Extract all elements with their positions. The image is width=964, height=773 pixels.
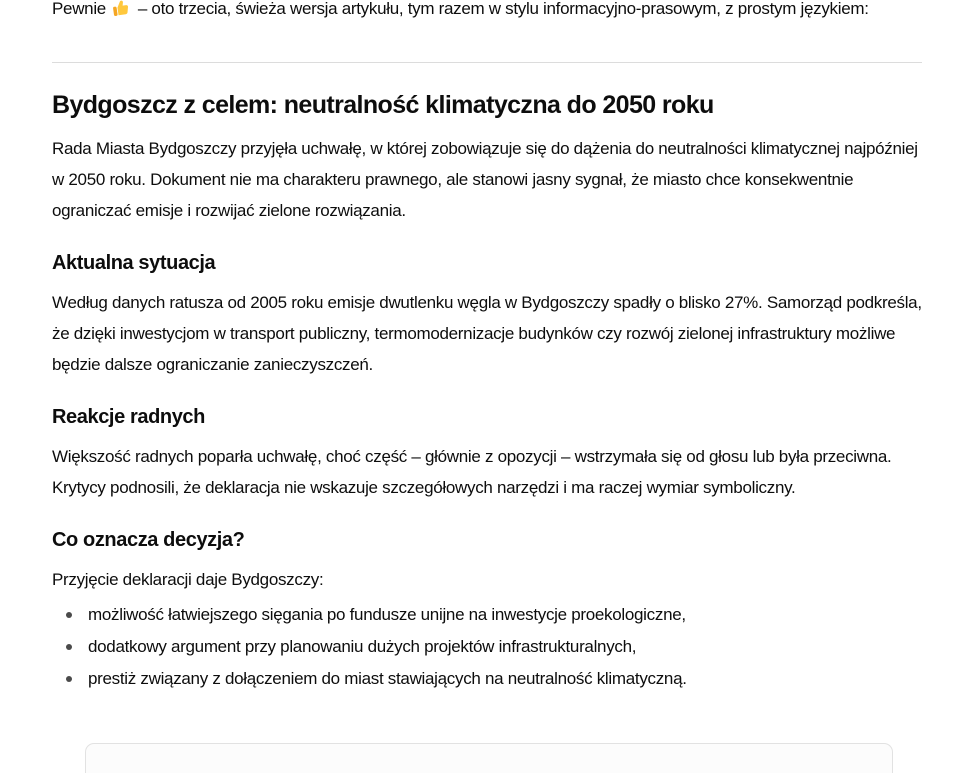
benefits-list <box>52 599 922 695</box>
section-aktualna-sytuacja <box>52 249 922 380</box>
section-co-oznacza-decyzja <box>52 526 922 695</box>
list-item-text: możliwość łatwiejszego sięgania po fundusze unijne na inwestycje proekologiczne, <box>88 605 686 624</box>
partially-visible-panel-top-edge <box>85 743 893 773</box>
intro-message <box>52 0 922 27</box>
intro-prefix: Pewnie <box>52 0 106 18</box>
list-item <box>52 599 922 631</box>
article-title: Bydgoszcz z celem: neutralność klimatyczna do 2050 roku <box>52 91 714 119</box>
section-heading: Aktualna sytuacja <box>52 252 216 274</box>
section-paragraph: Większość radnych poparła uchwałę, choć część – głównie z opozycji – wstrzymała się od głosu lub była przeciwna. Krytycy podnosili, że deklaracja nie wskazuje szczegółowych narzędzi i ma raczej wymiar symboliczny. <box>52 447 892 497</box>
bullet-icon <box>66 612 72 618</box>
list-item-text: prestiż związany z dołączeniem do miast stawiających na neutralność klimatyczną. <box>88 669 687 688</box>
list-item <box>52 663 922 695</box>
section-heading: Co oznacza decyzja? <box>52 529 245 551</box>
horizontal-divider <box>52 62 922 63</box>
intro-suffix: – oto trzecia, świeża wersja artykułu, tym razem w stylu informacyjno-prasowym, z prostym językiem: <box>137 0 869 18</box>
section-paragraph: Według danych ratusza od 2005 roku emisje dwutlenku węgla w Bydgoszczy spadły o blisko 27%. Samorząd podkreśla, że dzięki inwestycjom w transport publiczny, termomodernizacje budynków czy rozwój zielonej infrastruktury możliwe będzie dalsze ograniczanie zanieczyszczeń. <box>52 293 922 374</box>
section-paragraph: Przyjęcie deklaracji daje Bydgoszczy: <box>52 570 324 589</box>
section-reakcje-radnych <box>52 403 922 503</box>
bullet-icon <box>66 644 72 650</box>
list-item <box>52 631 922 663</box>
lead-paragraph: Rada Miasta Bydgoszczy przyjęła uchwałę, w której zobowiązuje się do dążenia do neutralności klimatycznej najpóźniej w 2050 roku. Dokument nie ma charakteru prawnego, ale stanowi jasny sygnał, że miasto chce konsekwentnie ograniczać emisje i rozwijać zielone rozwiązania. <box>52 139 918 220</box>
section-heading: Reakcje radnych <box>52 406 205 428</box>
list-item-text: dodatkowy argument przy planowaniu dużych projektów infrastrukturalnych, <box>88 637 637 656</box>
thumbs-up-emoji <box>112 0 131 27</box>
bullet-icon <box>66 676 72 682</box>
